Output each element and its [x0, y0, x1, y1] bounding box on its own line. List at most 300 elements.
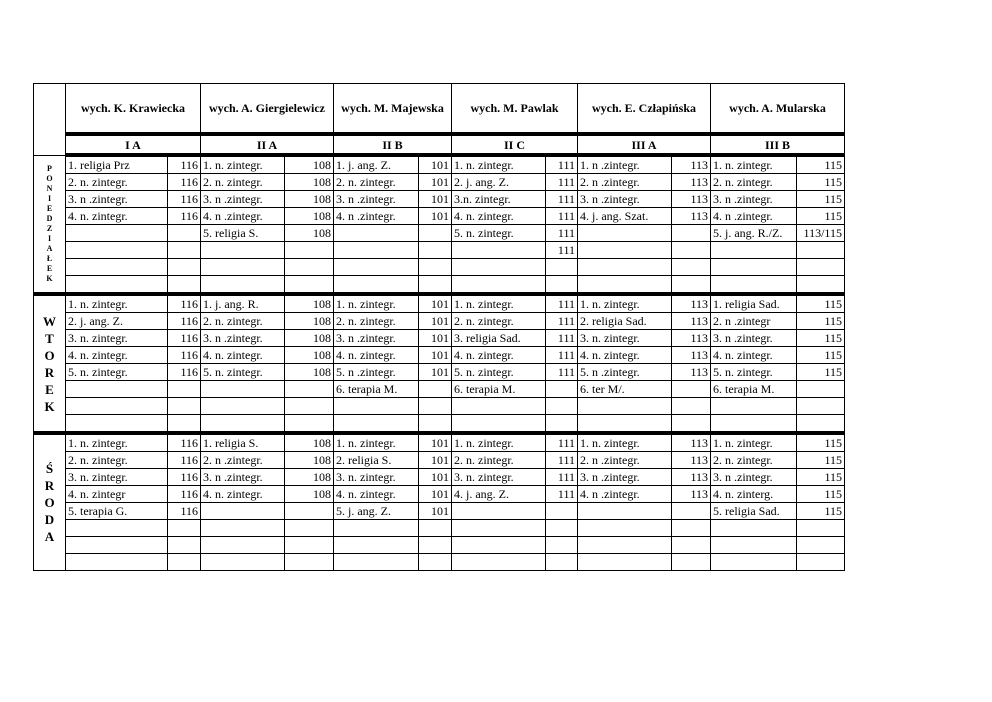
room-cell: 115 [797, 330, 845, 347]
room-cell: 111 [546, 433, 578, 452]
lesson-cell [66, 242, 168, 259]
table-row [34, 191, 845, 208]
room-cell: 111 [546, 242, 578, 259]
room-cell [672, 520, 711, 537]
room-cell: 101 [419, 208, 452, 225]
room-cell: 115 [797, 364, 845, 381]
room-cell: 116 [168, 452, 201, 469]
lesson-cell: 1. n. zintegr. [578, 433, 672, 452]
day-letter: R [44, 478, 55, 493]
lesson-cell: 3. n. zintegr. [66, 469, 168, 486]
table-row [34, 294, 845, 313]
room-cell: 116 [168, 208, 201, 225]
table-row [34, 330, 845, 347]
teacher-header: wych. M. Pawlak [452, 84, 578, 135]
room-cell: 101 [419, 364, 452, 381]
lesson-cell [711, 415, 797, 434]
lesson-cell: 5. n .zintegr. [334, 364, 419, 381]
lesson-cell: 4. n. zintegr. [334, 347, 419, 364]
lesson-cell [334, 225, 419, 242]
room-cell: 108 [285, 313, 334, 330]
lesson-cell: 2. religia Sad. [578, 313, 672, 330]
room-cell: 113 [672, 347, 711, 364]
room-cell: 101 [419, 313, 452, 330]
lesson-cell [201, 242, 285, 259]
lesson-cell [711, 276, 797, 295]
day-letter: Z [46, 223, 53, 233]
lesson-cell: 4. n. zinterg. [711, 486, 797, 503]
room-cell [672, 415, 711, 434]
room-cell [285, 259, 334, 276]
lesson-cell [201, 415, 285, 434]
room-cell [419, 381, 452, 398]
lesson-cell: 3. n .zintegr. [201, 191, 285, 208]
lesson-cell [578, 520, 672, 537]
lesson-cell [201, 398, 285, 415]
room-cell: 108 [285, 486, 334, 503]
teacher-header: wych. A. Giergielewicz [201, 84, 334, 135]
room-cell [285, 398, 334, 415]
lesson-cell [201, 537, 285, 554]
lesson-cell: 5. religia Sad. [711, 503, 797, 520]
lesson-cell [201, 276, 285, 295]
table-row [34, 174, 845, 191]
day-letter: E [46, 263, 53, 273]
day-letter: Ś [45, 461, 54, 476]
lesson-cell [334, 398, 419, 415]
room-cell [285, 554, 334, 571]
lesson-cell: 4. n. zintegr. [452, 208, 546, 225]
room-cell [285, 381, 334, 398]
room-cell [797, 381, 845, 398]
room-cell: 115 [797, 469, 845, 486]
room-cell: 108 [285, 452, 334, 469]
room-cell: 113 [672, 364, 711, 381]
room-cell: 108 [285, 174, 334, 191]
day-letter: A [44, 529, 55, 544]
room-cell: 108 [285, 208, 334, 225]
room-cell: 116 [168, 155, 201, 174]
room-cell [797, 537, 845, 554]
lesson-cell [334, 520, 419, 537]
lesson-cell: 1. n. zintegr. [452, 433, 546, 452]
lesson-cell: 1. j. ang. Z. [334, 155, 419, 174]
day-label [34, 155, 66, 294]
table-row [34, 503, 845, 520]
room-cell: 108 [285, 364, 334, 381]
room-cell: 111 [546, 364, 578, 381]
table-row [34, 433, 845, 452]
lesson-cell: 4. n. zintegr. [711, 347, 797, 364]
lesson-cell: 6. ter M/. [578, 381, 672, 398]
lesson-cell: 2. n .zintegr [711, 313, 797, 330]
lesson-cell [66, 520, 168, 537]
lesson-cell: 3. n .zintegr. [201, 469, 285, 486]
day-letter: K [46, 273, 53, 283]
lesson-cell [578, 503, 672, 520]
lesson-cell: 4. j. ang. Z. [452, 486, 546, 503]
lesson-cell [334, 242, 419, 259]
room-cell [168, 381, 201, 398]
lesson-cell: 2. religia S. [334, 452, 419, 469]
room-cell [285, 415, 334, 434]
room-cell [419, 520, 452, 537]
teacher-header: wych. E. Człapińska [578, 84, 711, 135]
schedule-table [33, 83, 845, 571]
room-cell: 113 [672, 486, 711, 503]
table-row [34, 276, 845, 295]
room-cell [546, 259, 578, 276]
lesson-cell: 1. n. zintegr. [334, 433, 419, 452]
lesson-cell: 2. n .zintegr. [578, 452, 672, 469]
room-cell: 108 [285, 225, 334, 242]
lesson-cell [578, 537, 672, 554]
lesson-cell [452, 242, 546, 259]
lesson-cell: 2. j. ang. Z. [66, 313, 168, 330]
class-header: III B [711, 134, 845, 155]
room-cell: 101 [419, 155, 452, 174]
table-row [34, 554, 845, 571]
room-cell [419, 537, 452, 554]
room-cell [672, 276, 711, 295]
room-cell: 111 [546, 155, 578, 174]
room-cell: 113 [672, 313, 711, 330]
lesson-cell: 1. n. zintegr. [452, 155, 546, 174]
lesson-cell: 1. n. zintegr. [452, 294, 546, 313]
room-cell [672, 554, 711, 571]
room-cell: 113 [672, 191, 711, 208]
class-header: I A [66, 134, 201, 155]
day-letter: A [46, 243, 53, 253]
lesson-cell: 1. n. zintegr. [201, 155, 285, 174]
lesson-cell: 4. n .zintegr. [201, 208, 285, 225]
lesson-cell [334, 259, 419, 276]
room-cell [285, 503, 334, 520]
room-cell: 108 [285, 294, 334, 313]
lesson-cell [711, 242, 797, 259]
room-cell: 108 [285, 330, 334, 347]
day-letter: Ł [46, 253, 53, 263]
room-cell: 101 [419, 347, 452, 364]
room-cell [285, 242, 334, 259]
lesson-cell [201, 503, 285, 520]
lesson-cell: 4. n. zintegr. [66, 347, 168, 364]
room-cell: 111 [546, 294, 578, 313]
lesson-cell: 1. n. zintegr. [66, 294, 168, 313]
class-header: II C [452, 134, 578, 155]
room-cell [419, 242, 452, 259]
lesson-cell: 3. n. zintegr. [66, 330, 168, 347]
day-letter: N [46, 183, 53, 193]
lesson-cell: 2. n .zintegr. [578, 174, 672, 191]
table-row [34, 225, 845, 242]
lesson-cell [66, 276, 168, 295]
table-row [34, 381, 845, 398]
lesson-cell [334, 537, 419, 554]
teacher-header: wych. M. Majewska [334, 84, 452, 135]
room-cell: 113 [672, 330, 711, 347]
lesson-cell [66, 225, 168, 242]
day-letter: D [44, 512, 55, 527]
room-cell [546, 415, 578, 434]
lesson-cell: 4. n. zintegr. [452, 347, 546, 364]
lesson-cell: 3. n .zintegr. [334, 191, 419, 208]
lesson-cell: 2. n .zintegr. [201, 452, 285, 469]
lesson-cell: 1. j. ang. R. [201, 294, 285, 313]
room-cell: 115 [797, 452, 845, 469]
room-cell: 115 [797, 503, 845, 520]
room-cell [672, 242, 711, 259]
room-cell [285, 520, 334, 537]
room-cell: 115 [797, 433, 845, 452]
table-row [34, 242, 845, 259]
room-cell: 108 [285, 347, 334, 364]
room-cell [168, 415, 201, 434]
lesson-cell: 4. n .zintegr. [334, 208, 419, 225]
lesson-cell [201, 520, 285, 537]
room-cell [419, 225, 452, 242]
room-cell [546, 398, 578, 415]
room-cell [419, 415, 452, 434]
teacher-header: wych. A. Mularska [711, 84, 845, 135]
room-cell [797, 242, 845, 259]
lesson-cell [711, 259, 797, 276]
room-cell [168, 398, 201, 415]
day-letter: I [47, 193, 52, 203]
table-row [34, 313, 845, 330]
room-cell: 115 [797, 191, 845, 208]
lesson-cell: 2. j. ang. Z. [452, 174, 546, 191]
lesson-cell: 4. n .zintegr. [711, 208, 797, 225]
day-letter: T [45, 330, 54, 346]
lesson-cell: 2. n. zintegr. [334, 313, 419, 330]
lesson-cell: 3. n .zintegr. [578, 191, 672, 208]
lesson-cell [452, 398, 546, 415]
class-header: III A [578, 134, 711, 155]
lesson-cell: 1. religia S. [201, 433, 285, 452]
table-row [34, 537, 845, 554]
lesson-cell: 2. n. zintegr. [711, 452, 797, 469]
corner-cell [34, 84, 66, 156]
lesson-cell [452, 276, 546, 295]
room-cell: 108 [285, 191, 334, 208]
room-cell: 113 [672, 208, 711, 225]
teacher-header: wych. K. Krawiecka [66, 84, 201, 135]
room-cell: 116 [168, 364, 201, 381]
lesson-cell: 2. n. zintegr. [66, 174, 168, 191]
room-cell: 113/115 [797, 225, 845, 242]
lesson-cell: 4. n .zintegr. [578, 486, 672, 503]
lesson-cell: 3. n .zintegr. [711, 330, 797, 347]
table-row [34, 259, 845, 276]
day-label [34, 433, 66, 571]
lesson-cell: 2. n. zintegr. [452, 452, 546, 469]
lesson-cell [711, 554, 797, 571]
lesson-cell: 5. religia S. [201, 225, 285, 242]
room-cell: 116 [168, 313, 201, 330]
lesson-cell: 5. j. ang. Z. [334, 503, 419, 520]
lesson-cell: 5. n. zintegr. [452, 225, 546, 242]
room-cell: 113 [672, 433, 711, 452]
room-cell: 101 [419, 294, 452, 313]
lesson-cell: 1. n. zintegr. [711, 433, 797, 452]
lesson-cell: 3. n .zintegr. [578, 469, 672, 486]
room-cell [546, 276, 578, 295]
room-cell: 101 [419, 174, 452, 191]
lesson-cell: 3. n. zintegr. [578, 330, 672, 347]
lesson-cell: 4. n. zintegr. [578, 347, 672, 364]
lesson-cell [578, 276, 672, 295]
lesson-cell: 1. religia Prz [66, 155, 168, 174]
lesson-cell [452, 503, 546, 520]
table-row [34, 155, 845, 174]
lesson-cell: 2. n. zintegr. [452, 313, 546, 330]
lesson-cell [452, 259, 546, 276]
room-cell: 108 [285, 433, 334, 452]
day-letter: O [44, 495, 55, 510]
lesson-cell [578, 225, 672, 242]
lesson-cell [711, 398, 797, 415]
lesson-cell: 3. n .zintegr. [334, 330, 419, 347]
lesson-cell: 6. terapia M. [334, 381, 419, 398]
room-cell: 116 [168, 486, 201, 503]
room-cell: 113 [672, 469, 711, 486]
lesson-cell: 6. terapia M. [711, 381, 797, 398]
lesson-cell: 2. n. zintegr. [201, 313, 285, 330]
lesson-cell: 3. n. zintegr. [452, 469, 546, 486]
table-row [34, 452, 845, 469]
room-cell [797, 398, 845, 415]
lesson-cell: 1. religia Sad. [711, 294, 797, 313]
lesson-cell: 2. n. zintegr. [66, 452, 168, 469]
lesson-cell [711, 520, 797, 537]
room-cell: 113 [672, 452, 711, 469]
lesson-cell [66, 259, 168, 276]
lesson-cell: 1. n. zintegr. [66, 433, 168, 452]
room-cell [546, 554, 578, 571]
room-cell: 116 [168, 469, 201, 486]
room-cell: 111 [546, 452, 578, 469]
room-cell: 115 [797, 174, 845, 191]
room-cell [546, 520, 578, 537]
lesson-cell: 3. n. zintegr. [334, 469, 419, 486]
room-cell: 111 [546, 347, 578, 364]
day-letter: D [46, 213, 53, 223]
day-letter: P [47, 163, 52, 173]
lesson-cell: 3. n .zintegr. [66, 191, 168, 208]
room-cell [797, 415, 845, 434]
lesson-cell [334, 415, 419, 434]
room-cell: 111 [546, 330, 578, 347]
room-cell [546, 503, 578, 520]
lesson-cell: 1. n .zintegr. [578, 155, 672, 174]
lesson-cell: 3. religia Sad. [452, 330, 546, 347]
lesson-cell: 5. n .zintegr. [578, 364, 672, 381]
room-cell [672, 503, 711, 520]
lesson-cell [201, 259, 285, 276]
room-cell [168, 259, 201, 276]
room-cell [672, 537, 711, 554]
room-cell: 115 [797, 208, 845, 225]
room-cell [285, 537, 334, 554]
day-letter: I [47, 233, 52, 243]
table-row [34, 347, 845, 364]
room-cell [419, 398, 452, 415]
lesson-cell [334, 276, 419, 295]
room-cell: 108 [285, 469, 334, 486]
room-cell [419, 276, 452, 295]
room-cell [168, 537, 201, 554]
lesson-cell [452, 554, 546, 571]
lesson-cell [201, 554, 285, 571]
room-cell: 116 [168, 433, 201, 452]
room-cell: 101 [419, 503, 452, 520]
room-cell [168, 554, 201, 571]
room-cell [672, 259, 711, 276]
lesson-cell [66, 398, 168, 415]
lesson-cell: 2. n. zintegr. [711, 174, 797, 191]
table-row [34, 415, 845, 434]
lesson-cell: 4. n. zintegr. [334, 486, 419, 503]
lesson-cell: 5. n. zintegr. [66, 364, 168, 381]
room-cell: 116 [168, 191, 201, 208]
room-cell: 108 [285, 155, 334, 174]
room-cell [672, 381, 711, 398]
day-letter: K [44, 398, 55, 414]
lesson-cell: 2. n. zintegr. [201, 174, 285, 191]
lesson-cell: 4. n. zintegr. [66, 208, 168, 225]
room-cell: 116 [168, 174, 201, 191]
room-cell [546, 537, 578, 554]
lesson-cell [578, 398, 672, 415]
room-cell: 111 [546, 191, 578, 208]
room-cell: 116 [168, 294, 201, 313]
room-cell: 116 [168, 503, 201, 520]
lesson-cell [452, 415, 546, 434]
lesson-cell: 5. terapia G. [66, 503, 168, 520]
room-cell: 111 [546, 313, 578, 330]
lesson-cell: 1. n. zintegr. [711, 155, 797, 174]
lesson-cell: 3. n .zintegr. [201, 330, 285, 347]
lesson-cell [452, 537, 546, 554]
table-row [34, 364, 845, 381]
class-header: II A [201, 134, 334, 155]
room-cell [285, 276, 334, 295]
room-cell: 111 [546, 225, 578, 242]
lesson-cell: 5. n. zintegr. [201, 364, 285, 381]
room-cell [419, 259, 452, 276]
lesson-cell: 4. n. zintegr [66, 486, 168, 503]
room-cell [672, 225, 711, 242]
lesson-cell [201, 381, 285, 398]
lesson-cell: 6. terapia M. [452, 381, 546, 398]
lesson-cell: 4. j. ang. Szat. [578, 208, 672, 225]
room-cell: 111 [546, 469, 578, 486]
room-cell [168, 520, 201, 537]
lesson-cell: 2. n. zintegr. [334, 174, 419, 191]
table-row [34, 469, 845, 486]
room-cell: 116 [168, 330, 201, 347]
class-header: II B [334, 134, 452, 155]
room-cell: 101 [419, 486, 452, 503]
room-cell: 111 [546, 174, 578, 191]
room-cell [797, 554, 845, 571]
room-cell [797, 259, 845, 276]
room-cell: 116 [168, 347, 201, 364]
room-cell: 111 [546, 208, 578, 225]
room-cell: 113 [672, 294, 711, 313]
day-label [34, 294, 66, 433]
